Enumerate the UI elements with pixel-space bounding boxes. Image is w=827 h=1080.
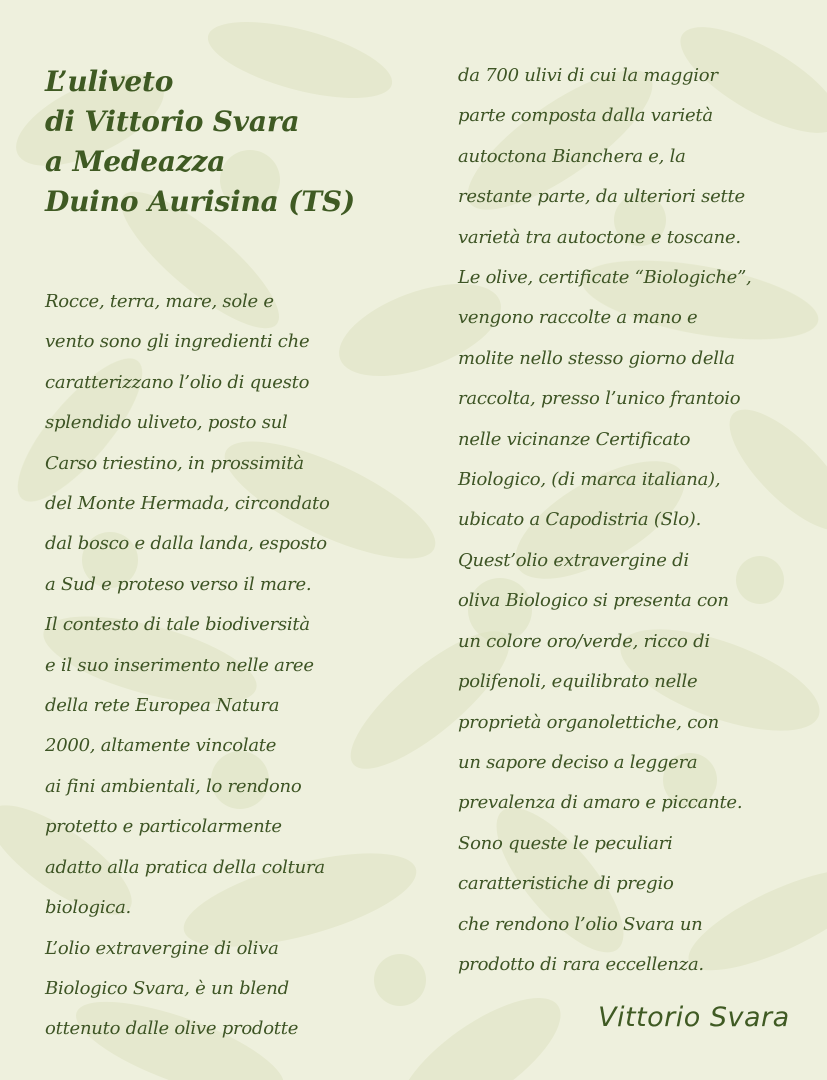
left-text-column bbox=[45, 282, 330, 1050]
text-line: della rete Europea Natura bbox=[45, 695, 280, 717]
text-line: 2000, altamente vincolate bbox=[45, 735, 277, 757]
title-line: di Vittorio Svara bbox=[45, 105, 300, 138]
text-line: Le olive, certificate “Biologiche”, bbox=[458, 267, 752, 289]
text-line: a Sud e proteso verso il mare. bbox=[45, 573, 312, 595]
text-line: da 700 ulivi di cui la maggior bbox=[458, 65, 718, 86]
text-line: e il suo inserimento nelle aree bbox=[45, 654, 314, 676]
text-line: varietà tra autoctone e toscane. bbox=[458, 226, 741, 248]
text-line: vento sono gli ingredienti che bbox=[45, 331, 310, 353]
text-line: Biologico Svara, è un blend bbox=[45, 977, 289, 999]
text-line: L’olio extravergine di oliva bbox=[45, 937, 279, 959]
text-line: polifenoli, equilibrato nelle bbox=[458, 671, 698, 693]
title-line: L’uliveto bbox=[45, 65, 174, 98]
text-line: oliva Biologico si presenta con bbox=[458, 590, 729, 612]
text-line: un sapore deciso a leggera bbox=[458, 751, 698, 773]
text-line: prevalenza di amaro e piccante. bbox=[458, 792, 743, 814]
text-line: caratteristiche di pregio bbox=[458, 873, 674, 895]
text-line: Rocce, terra, mare, sole e bbox=[45, 291, 274, 312]
page-title bbox=[45, 62, 355, 222]
text-line: ai fini ambientali, lo rendono bbox=[45, 775, 302, 797]
text-line: Sono queste le peculiari bbox=[458, 832, 673, 854]
text-line: dal bosco e dalla landa, esposto bbox=[45, 533, 327, 555]
text-line: adatto alla pratica della coltura bbox=[45, 856, 325, 878]
text-line: protetto e particolarmente bbox=[45, 816, 282, 838]
title-line: Duino Aurisina (TS) bbox=[45, 185, 355, 218]
text-line: Il contesto di tale biodiversità bbox=[45, 614, 310, 636]
text-line: molite nello stesso giorno della bbox=[458, 347, 735, 369]
text-line: Biologico, (di marca italiana), bbox=[458, 469, 721, 491]
text-line: Carso triestino, in prossimità bbox=[45, 452, 304, 474]
text-line: un colore oro/verde, ricco di bbox=[458, 630, 710, 652]
signature: Vittorio Svara bbox=[598, 1002, 790, 1033]
text-line: prodotto di rara eccellenza. bbox=[458, 953, 704, 975]
text-line: biologica. bbox=[45, 897, 132, 919]
text-line: nelle vicinanze Certificato bbox=[458, 428, 691, 450]
text-line: splendido uliveto, posto sul bbox=[45, 412, 288, 434]
text-line: proprietà organolettiche, con bbox=[458, 711, 719, 733]
text-line: vengono raccolte a mano e bbox=[458, 307, 698, 329]
text-line: che rendono l’olio Svara un bbox=[458, 913, 703, 935]
right-text-column bbox=[458, 56, 752, 985]
text-line: del Monte Hermada, circondato bbox=[45, 493, 330, 515]
title-line: a Medeazza bbox=[45, 145, 226, 178]
text-line: ottenuto dalle olive prodotte bbox=[45, 1018, 299, 1040]
text-line: raccolta, presso l’unico frantoio bbox=[458, 388, 741, 410]
text-line: Quest’olio extravergine di bbox=[458, 549, 689, 571]
text-line: parte composta dalla varietà bbox=[458, 105, 713, 127]
text-line: autoctona Bianchera e, la bbox=[458, 145, 686, 167]
text-line: restante parte, da ulteriori sette bbox=[458, 186, 745, 208]
text-line: ubicato a Capodistria (Slo). bbox=[458, 509, 702, 531]
text-line: caratterizzano l’olio di questo bbox=[45, 371, 310, 393]
